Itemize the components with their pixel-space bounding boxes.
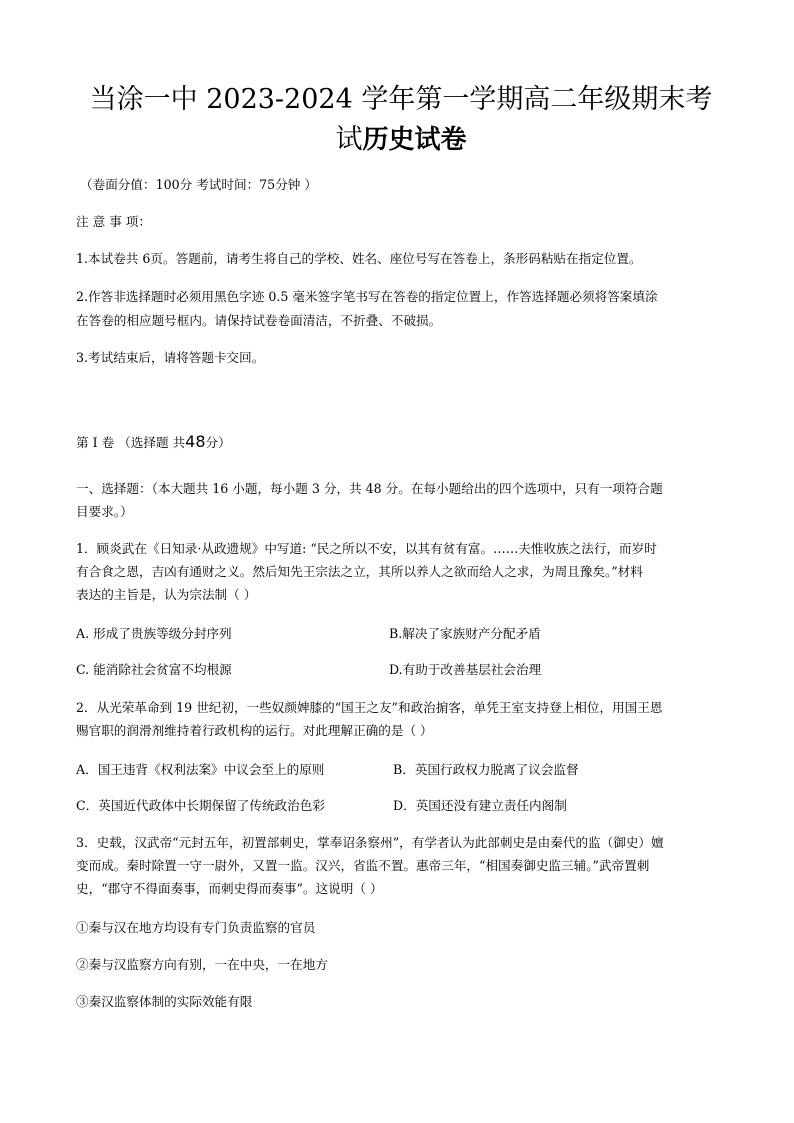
notice-heading: 注 意 事 项： [76,214,151,229]
q2-line2: 赐官职的润滑剂维持着行政机构的运行。对此理解正确的是（ ） [76,723,433,738]
q1-line3: 表达的主旨是，认为宗法制（ ） [76,587,257,602]
q3-statement-1: ①秦与汉在地方均设有专门负责监察的官员 [76,920,316,935]
score-info: （卷面分值：100分 考试时间：75分钟 ） [80,177,317,192]
q1-option-c: C. 能消除社会贫富不均根源 [76,662,232,677]
section-heading-b: 分） [205,435,231,450]
section-heading-num: 48 [185,432,206,451]
q3-line3: 史，“郡守不得面奏事，而刺史得而奏事”。这说明（ ） [76,881,383,896]
q3-statement-2: ②秦与汉监察方向有别，一在中央，一在地方 [76,957,328,972]
q1-option-a: A. 形成了贵族等级分封序列 [76,626,232,641]
q3-line2: 变而成。秦时除置一守一尉外，又置一监。汉兴，省监不置。惠帝三年，“相国奏御史监三辅。”武帝置刺 [76,858,650,873]
notice-item-1: 1.本试卷共 6页。答题前，请考生将自己的学校、姓名、座位号写在答卷上，条形码粘贴在指定位置。 [76,251,642,266]
q2-option-d: D．英国还没有建立责任内阁制 [393,798,567,813]
q2-option-b: B．英国行政权力脱离了议会监督 [393,762,579,777]
notice-item-2-line1: 2.作答非选择题时必须用黑色字迹 0.5 毫米签字笔书写在答卷的指定位置上，作答选择题必须将答案填涂 [76,289,658,304]
title-part-a: 试 [335,124,363,155]
title-part-b: 历史试卷 [362,125,467,155]
exam-title-line1: 当涂一中 2023-2024 学年第一学期高二年级期末考 [89,84,713,115]
q3-statement-3: ③秦汉监察体制的实际效能有限 [76,994,253,1009]
section-instr-line1: 一、选择题：（本大题共 16 小题，每小题 3 分，共 48 分。在每小题给出的四个选项中，只有一项符合题 [76,481,663,496]
q2-option-c: C．英国近代政体中长期保留了传统政治色彩 [76,798,325,813]
q2-option-a: A．国王违背《权利法案》中议会至上的原则 [76,762,325,777]
q1-option-b: B.解决了家族财产分配矛盾 [389,626,541,641]
q2-line1: 2．从光荣革命到 19 世纪初，一些奴颜婢膝的“国王之友”和政治掮客，单凭王室支持登上相位，用国王恩 [76,700,663,715]
exam-title-line2 [76,120,726,160]
section-heading-a: 第 I 卷 （选择题 共 [76,435,186,450]
q1-option-d: D.有助于改善基层社会治理 [389,662,542,677]
notice-item-3: 3.考试结束后，请将答题卡交回。 [76,350,265,365]
q1-line2: 有合食之恩，吉凶有通财之义。然后知先王宗法之立，其所以养人之欲而给人之求，为周且豫矣。”材料 [76,564,643,579]
section-instr-line2: 目要求。） [76,504,133,519]
q1-line1: 1．顾炎武在《日知录·从政遗规》中写道: “民之所以不安，以其有贫有富。……夫惟收族之法行，而岁时 [76,541,657,556]
notice-item-2-line2: 在答卷的相应题号框内。请保持试卷卷面清洁，不折叠、不破损。 [76,313,442,328]
q3-line1: 3．史载，汉武帝“元封五年，初置部刺史，掌奉诏条察州”，有学者认为此部刺史是由秦代的监（御史）嬗 [76,835,664,850]
section-heading [76,434,231,451]
